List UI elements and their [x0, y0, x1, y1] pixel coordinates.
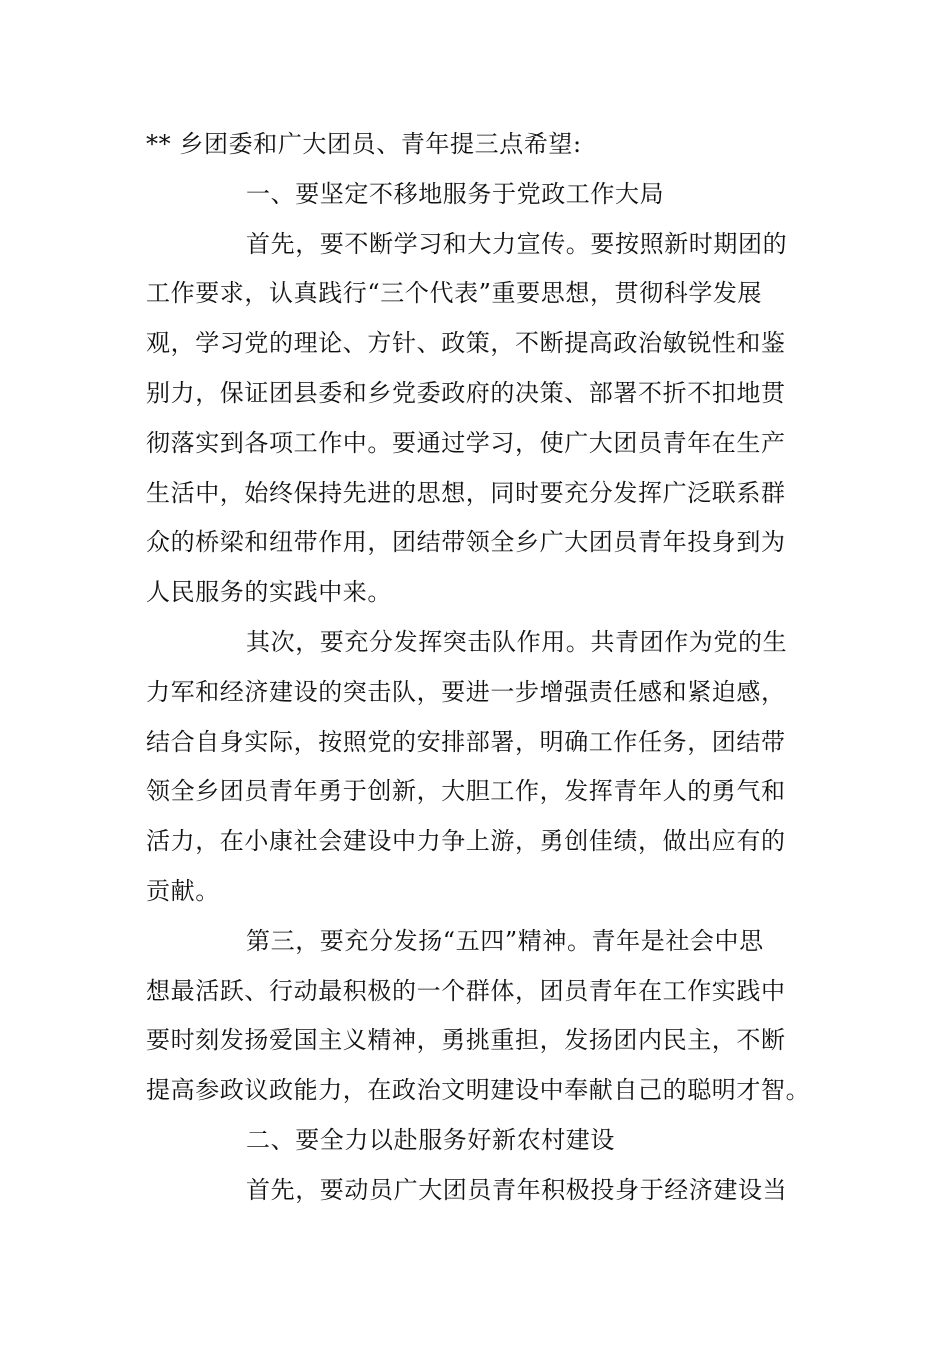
paragraph-line: 首先，要动员广大团员青年积极投身于经济建设当: [246, 1175, 788, 1204]
paragraph-line: 领全乡团员青年勇于创新，大胆工作，发挥青年人的勇气和: [146, 777, 786, 806]
paragraph-line: 活力，在小康社会建设中力争上游，勇创佳绩，做出应有的: [146, 827, 786, 856]
paragraph-line: 工作要求，认真践行“三个代表”重要思想，贯彻科学发展: [146, 279, 763, 308]
section-heading-1: 一、要坚定不移地服务于党政工作大局: [246, 179, 665, 208]
paragraph-line: 众的桥梁和纽带作用，团结带领全乡广大团员青年投身到为: [146, 528, 786, 557]
paragraph-line: 第三，要充分发扬“五四”精神。青年是社会中思: [246, 926, 764, 955]
paragraph-line: 力军和经济建设的突击队，要进一步增强责任感和紧迫感，: [146, 677, 786, 706]
document-body: [146, 120, 811, 1216]
paragraph-line: 别力，保证团县委和乡党委政府的决策、部署不折不扣地贯: [146, 378, 786, 407]
intro-line: ** 乡团委和广大团员、青年提三点希望:: [146, 130, 582, 158]
paragraph-line: 首先，要不断学习和大力宣传。要按照新时期团的: [246, 229, 788, 258]
paragraph-line: 提高参政议政能力，在政治文明建设中奉献自己的聪明才智。: [146, 1076, 811, 1105]
paragraph-line: 要时刻发扬爱国主义精神，勇挑重担，发扬团内民主，不断: [146, 1026, 786, 1055]
paragraph-line: 结合自身实际，按照党的安排部署，明确工作任务，团结带: [146, 727, 786, 756]
paragraph-line: 彻落实到各项工作中。要通过学习，使广大团员青年在生产: [146, 428, 786, 457]
paragraph-line: 想最活跃、行动最积极的一个群体，团员青年在工作实践中: [146, 976, 786, 1005]
section-heading-2: 二、要全力以赴服务好新农村建设: [246, 1125, 615, 1154]
paragraph-line: 观，学习党的理论、方针、政策，不断提高政治敏锐性和鉴: [146, 329, 786, 358]
paragraph-line: 贡献。: [146, 876, 220, 905]
paragraph-line: 人民服务的实践中来。: [146, 578, 392, 607]
paragraph-line: 生活中，始终保持先进的思想，同时要充分发挥广泛联系群: [146, 478, 786, 507]
paragraph-line: 其次，要充分发挥突击队作用。共青团作为党的生: [246, 627, 788, 656]
